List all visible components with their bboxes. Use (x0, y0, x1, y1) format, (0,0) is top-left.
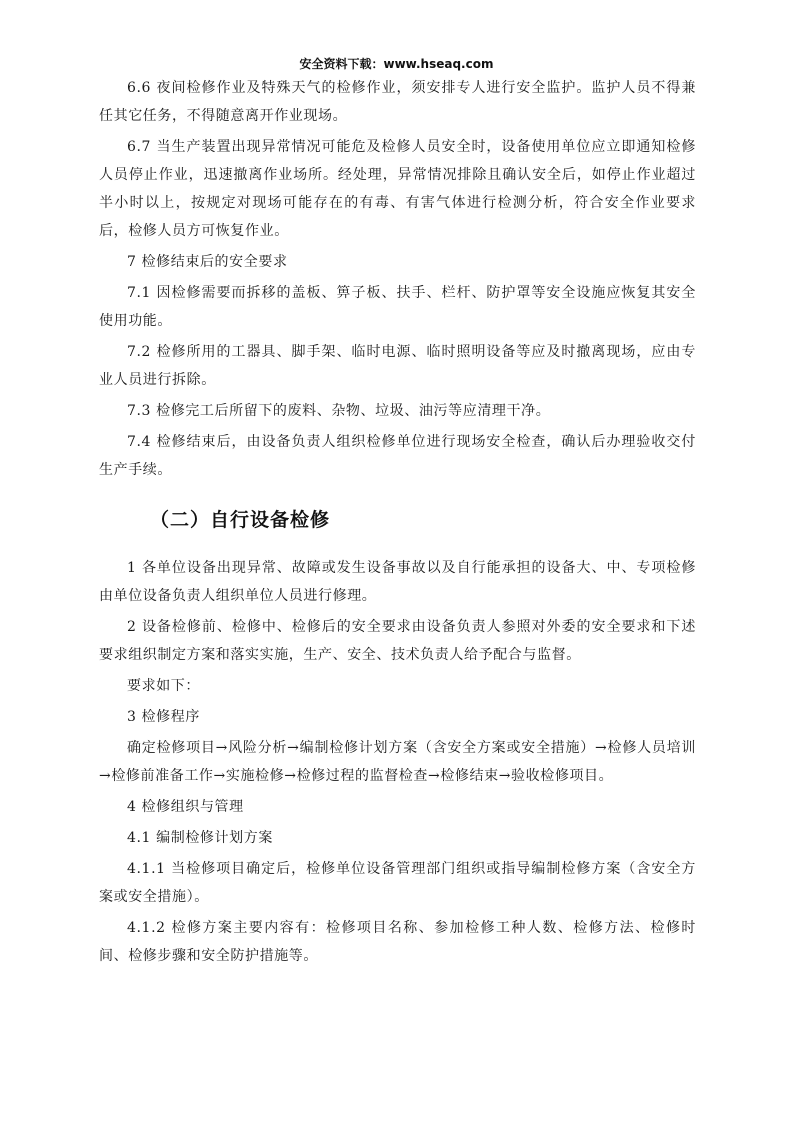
paragraph-4-1: 4.1 编制检修计划方案 (127, 830, 273, 846)
paragraph-7-heading: 7 检修结束后的安全要求 (127, 254, 288, 270)
paragraph-7-3: 7.3 检修完工后所留下的废料、杂物、垃圾、油污等应清理干净。 (127, 403, 551, 419)
paragraph-4-heading: 4 检修组织与管理 (127, 799, 244, 815)
paragraph-4-1-2: 4.1.2 检修方案主要内容有：检修项目名称、参加检修工种人数、检修方法、检修时间、检修步骤和安全防护措施等。 (99, 920, 696, 964)
paragraph-6-6: 6.6 夜间检修作业及特殊天气的检修作业，须安排专人进行安全监护。监护人员不得兼任其它任务，不得随意离开作业现场。 (99, 80, 696, 124)
page-content (99, 74, 696, 970)
paragraph-6-7: 6.7 当生产装置出现异常情况可能危及检修人员安全时，设备使用单位应立即通知检修人员停止作业，迅速撤离作业场所。经处理，异常情况排除且确认安全后，如停止作业超过半小时以上，按规定对现场可能存在的有毒、有害气体进行检测分析，符合安全作业要求后，检修人员方可恢复作业。 (99, 139, 696, 239)
page-header: 安全资料下载：www.hseaq.com (299, 57, 494, 71)
paragraph-4-1-1: 4.1.1 当检修项目确定后，检修单位设备管理部门组织或指导编制检修方案（含安全方案或安全措施）。 (99, 861, 696, 905)
paragraph-3-heading: 3 检修程序 (127, 709, 200, 725)
paragraph-7-1: 7.1 因检修需要而拆移的盖板、箅子板、扶手、栏杆、防护罩等安全设施应恢复其安全使用功能。 (99, 285, 696, 329)
paragraph-procedure: 确定检修项目→风险分析→编制检修计划方案（含安全方案或安全措施）→检修人员培训→检修前准备工作→实施检修→检修过程的监督检查→检修结束→验收检修项目。 (99, 740, 696, 784)
paragraph-2: 2 设备检修前、检修中、检修后的安全要求由设备负责人参照对外委的安全要求和下述要求组织制定方案和落实实施，生产、安全、技术负责人给予配合与监督。 (99, 619, 696, 663)
paragraph-7-2: 7.2 检修所用的工器具、脚手架、临时电源、临时照明设备等应及时撤离现场，应由专业人员进行拆除。 (99, 344, 696, 388)
paragraph-7-4: 7.4 检修结束后，由设备负责人组织检修单位进行现场安全检查，确认后办理验收交付生产手续。 (99, 434, 696, 478)
paragraph-requirements: 要求如下： (127, 678, 200, 694)
section-heading: （二）自行设备检修 (150, 509, 331, 531)
paragraph-1: 1 各单位设备出现异常、故障或发生设备事故以及自行能承担的设备大、中、专项检修由单位设备负责人组织单位人员进行修理。 (99, 560, 696, 604)
